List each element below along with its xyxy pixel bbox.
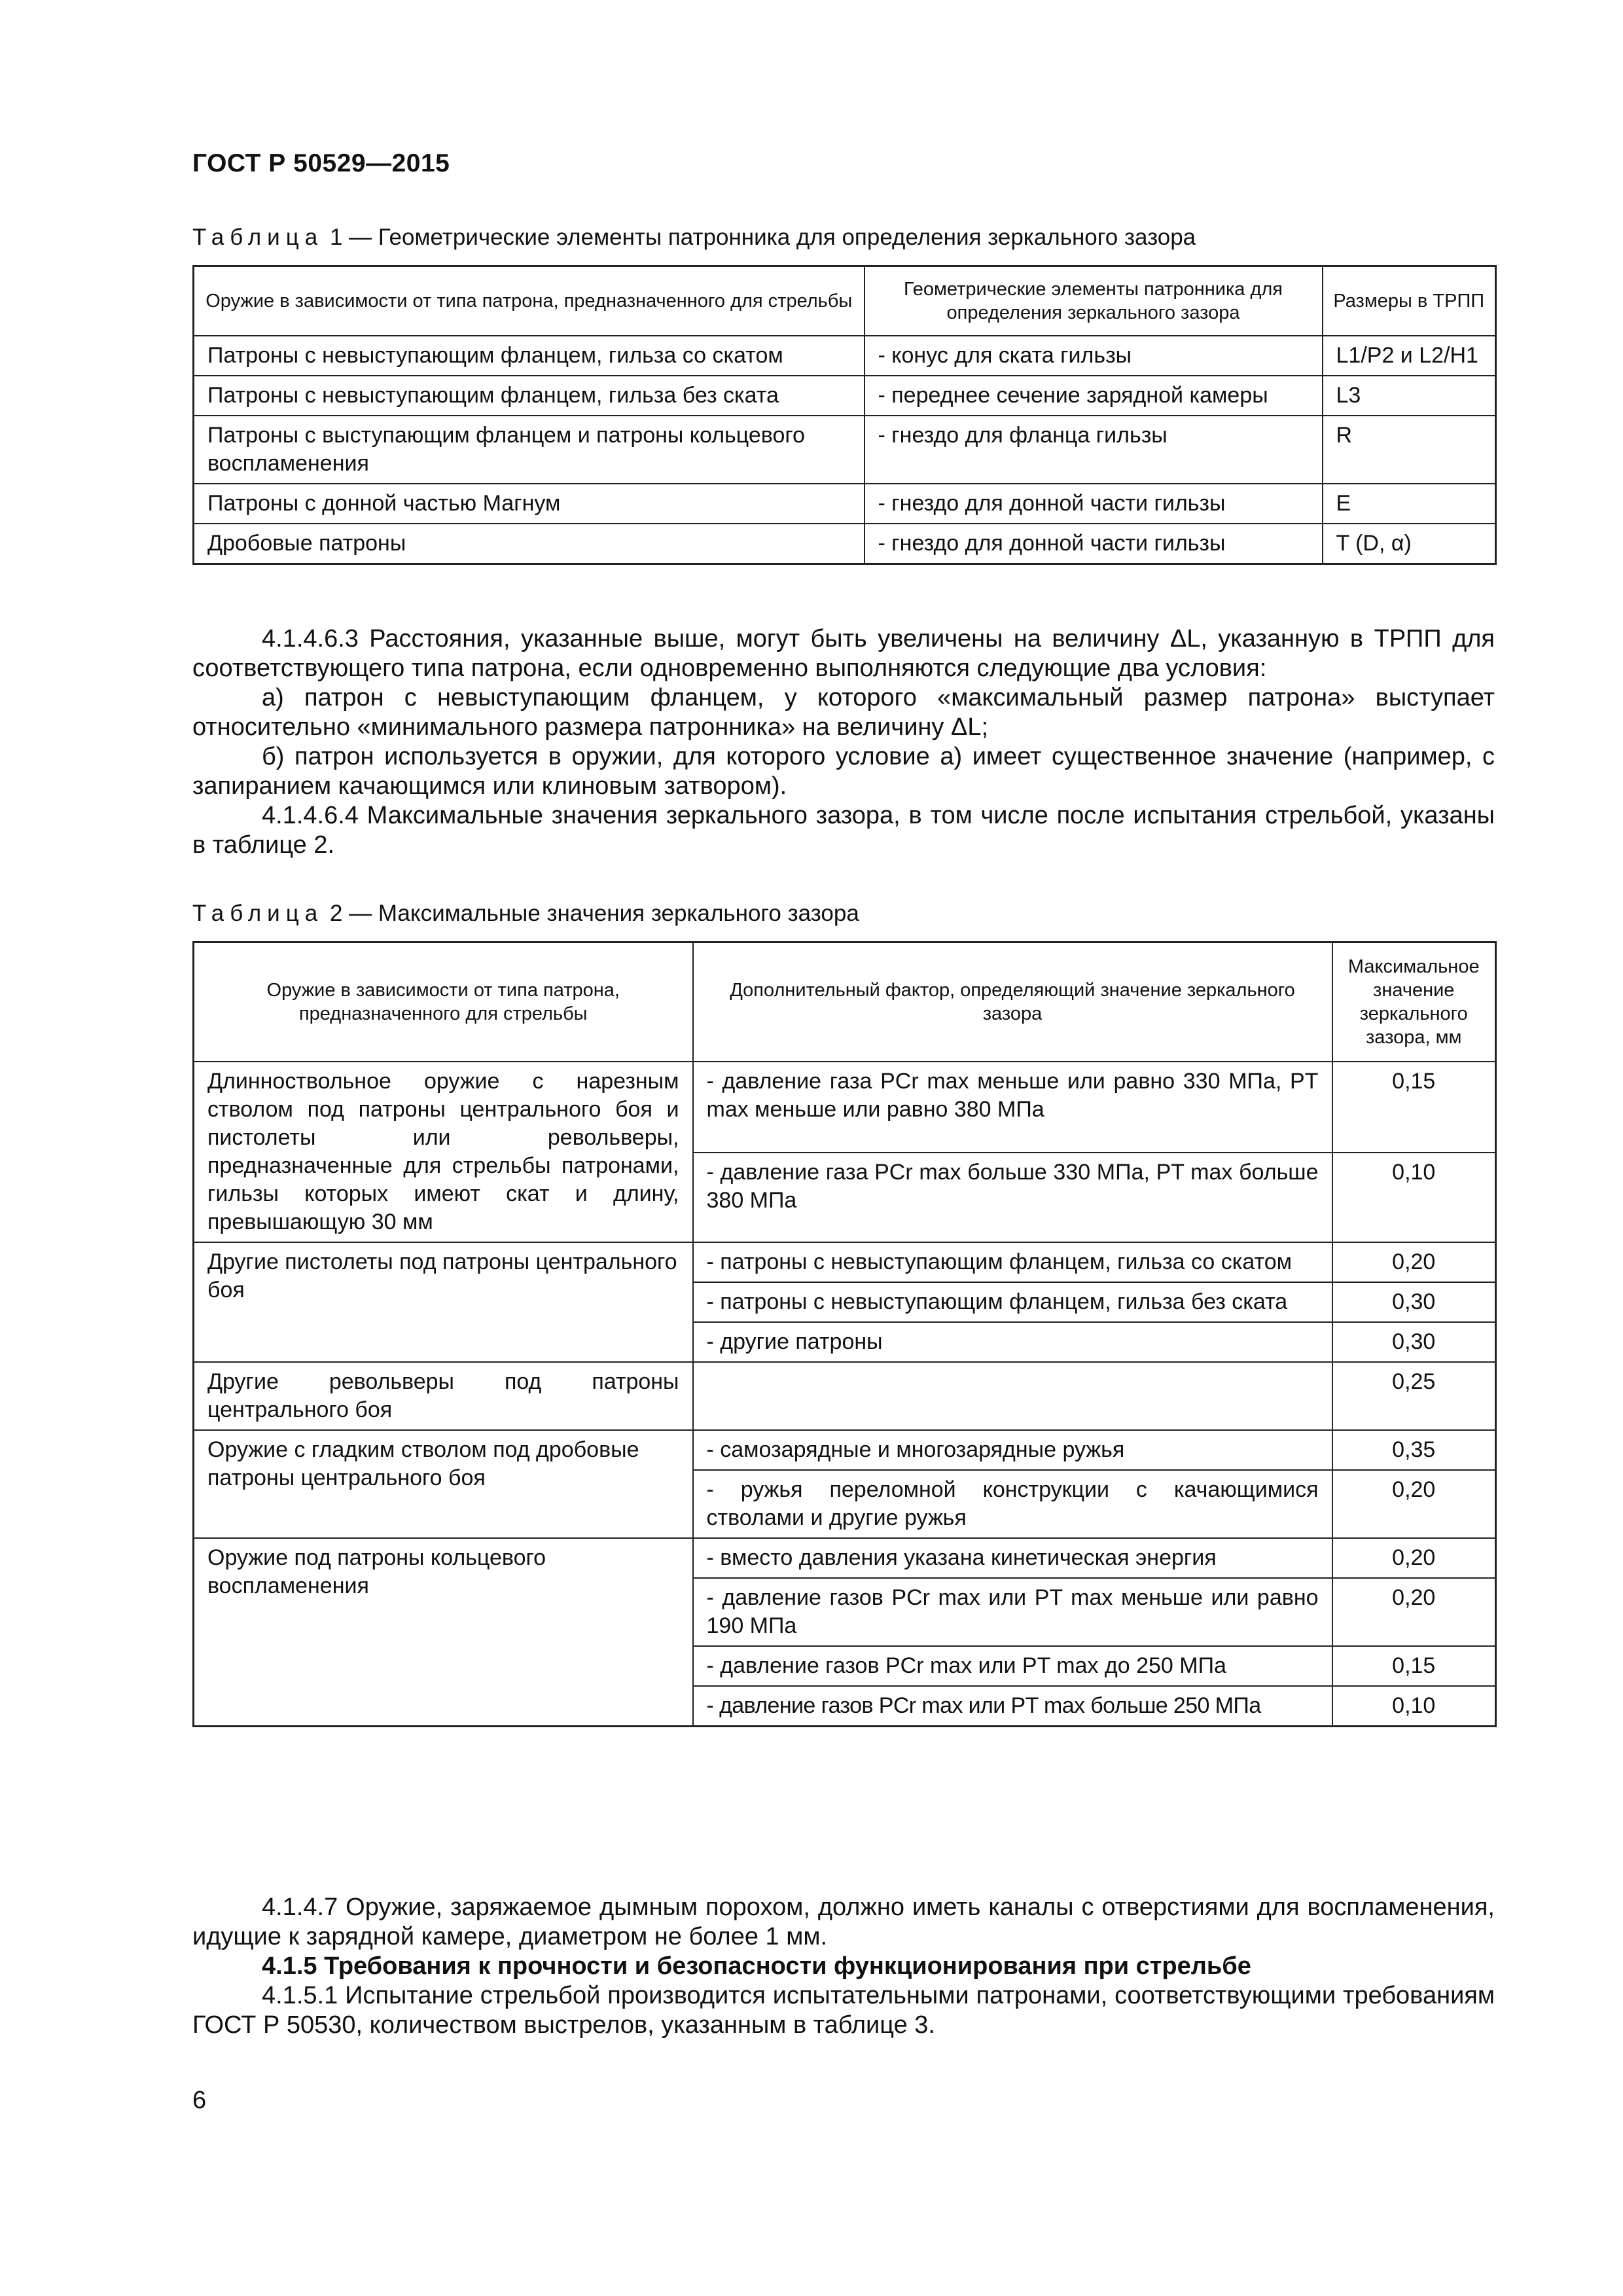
table-row [194, 376, 1496, 416]
table1-cell: E [1323, 484, 1496, 524]
paragraph: 4.1.4.6.4 Максимальные значения зеркального зазора, в том числе после испытания стрельбой, указаны в таблице 2. [192, 802, 1495, 859]
table2-caption-text: 2 — Максимальные значения зеркального зазора [329, 901, 859, 926]
page-number: 6 [192, 2087, 207, 2114]
table1-caption-word: Таблица [192, 224, 324, 250]
table2-weapon-cell: Другие револьверы под патроны центрального боя [194, 1362, 693, 1430]
table1-cell: Патроны с невыступающим фланцем, гильза без ската [194, 376, 865, 416]
table2-factor-cell: - давление газов PCr max или PT max до 250 МПа [693, 1646, 1332, 1686]
table1-cell: T (D, α) [1323, 524, 1496, 564]
body-text-block-2 [192, 1893, 1495, 2040]
table-row [194, 484, 1496, 524]
document-header: ГОСТ Р 50529—2015 [192, 149, 450, 177]
table1-header-row [194, 266, 1496, 336]
table1-cell: - переднее сечение зарядной камеры [865, 376, 1323, 416]
paragraph: 4.1.4.7 Оружие, заряжаемое дымным порохом, должно иметь каналы с отверстиями для воспламенения, идущие к зарядной камере, диаметром не более 1 мм. [192, 1893, 1495, 1950]
paragraph: а) патрон с невыступающим фланцем, у которого «максимальный размер патрона» выступает относительно «минимального размера патронника» на величину ΔL; [192, 684, 1495, 741]
table2-header-cell: Максимальное значение зеркального зазора, мм [1332, 942, 1496, 1062]
table2-value-cell: 0,10 [1332, 1153, 1496, 1242]
table1-cell: L3 [1323, 376, 1496, 416]
table2-value-cell: 0,30 [1332, 1322, 1496, 1362]
table-row [194, 336, 1496, 376]
paragraph: б) патрон используется в оружии, для которого условие а) имеет существенное значение (например, с запиранием качающимся или клиновым затвором). [192, 743, 1495, 800]
table2-factor-cell: - патроны с невыступающим фланцем, гильза без ската [693, 1282, 1332, 1322]
table-row [194, 1362, 1496, 1430]
table2-caption [192, 901, 859, 927]
table2-value-cell: 0,15 [1332, 1646, 1496, 1686]
table1-header-cell: Оружие в зависимости от типа патрона, предназначенного для стрельбы [194, 266, 865, 336]
table2-value-cell: 0,20 [1332, 1470, 1496, 1538]
table2-weapon-cell: Оружие под патроны кольцевого воспламенения [194, 1538, 693, 1727]
table-row [194, 1538, 1496, 1578]
table1-cell: - гнездо для донной части гильзы [865, 484, 1323, 524]
table-row [194, 1430, 1496, 1470]
table2-factor-cell: - самозарядные и многозарядные ружья [693, 1430, 1332, 1470]
table1-cell: R [1323, 416, 1496, 484]
table1-header-cell: Размеры в ТРПП [1323, 266, 1496, 336]
body-text-block-1 [192, 624, 1495, 860]
table2-weapon-cell: Оружие с гладким стволом под дробовые патроны центрального боя [194, 1430, 693, 1538]
table2-value-cell: 0,20 [1332, 1578, 1496, 1646]
table-row [194, 524, 1496, 564]
paragraph: 4.1.5.1 Испытание стрельбой производится испытательными патронами, соответствующими требованиям ГОСТ Р 50530, количеством выстрелов, указанным в таблице 3. [192, 1982, 1495, 2039]
table2-factor-cell: - ружья переломной конструкции с качающимися стволами и другие ружья [693, 1470, 1332, 1538]
table1-cell: L1/P2 и L2/H1 [1323, 336, 1496, 376]
table1-caption-text: 1 — Геометрические элементы патронника для определения зеркального зазора [329, 224, 1196, 250]
table2-weapon-cell: Длинноствольное оружие с нарезным стволом под патроны центрального боя и пистолеты или револьверы, предназначенные для стрельбы патронами, гильзы которых имеют скат и длину, превышающую 30 мм [194, 1062, 693, 1242]
table2-weapon-cell: Другие пистолеты под патроны центрального боя [194, 1242, 693, 1362]
table2-factor-cell: - другие патроны [693, 1322, 1332, 1362]
table2-factor-cell [693, 1362, 1332, 1430]
table1-header-cell: Геометрические элементы патронника для определения зеркального зазора [865, 266, 1323, 336]
table1-cell: - гнездо для фланца гильзы [865, 416, 1323, 484]
table2-header-row [194, 942, 1496, 1062]
table-row [194, 1062, 1496, 1153]
table2-value-cell: 0,20 [1332, 1538, 1496, 1578]
table1-cell: Патроны с донной частью Магнум [194, 484, 865, 524]
section-heading: 4.1.5 Требования к прочности и безопасности функционирования при стрельбе [262, 1952, 1251, 1980]
table1-cell: Патроны с невыступающим фланцем, гильза со скатом [194, 336, 865, 376]
table2-caption-word: Таблица [192, 901, 324, 926]
table1-cell: - конус для ската гильзы [865, 336, 1323, 376]
table2-header-cell: Оружие в зависимости от типа патрона, предназначенного для стрельбы [194, 942, 693, 1062]
table2-factor-cell: - давление газов PCr max или PT max больше 250 МПа [693, 1686, 1332, 1727]
table2-factor-cell: - давление газов PCr max или PT max меньше или равно 190 МПа [693, 1578, 1332, 1646]
table2-header-cell: Дополнительный фактор, определяющий значение зеркального зазора [693, 942, 1332, 1062]
table2-factor-cell: - давление газа PCr max больше 330 МПа, PT max больше 380 МПа [693, 1153, 1332, 1242]
table2-value-cell: 0,25 [1332, 1362, 1496, 1430]
table1-cell: Патроны с выступающим фланцем и патроны кольцевого воспламенения [194, 416, 865, 484]
table1-cell: Дробовые патроны [194, 524, 865, 564]
table1-caption [192, 224, 1196, 251]
table1-cell: - гнездо для донной части гильзы [865, 524, 1323, 564]
paragraph: 4.1.4.6.3 Расстояния, указанные выше, могут быть увеличены на величину ΔL, указанную в ТРПП для соответствующего типа патрона, если одновременно выполняются следующие два условия: [192, 625, 1495, 682]
table2-value-cell: 0,20 [1332, 1242, 1496, 1282]
table-1 [192, 265, 1497, 565]
table-row [194, 416, 1496, 484]
table2-factor-cell: - патроны с невыступающим фланцем, гильза со скатом [693, 1242, 1332, 1282]
table2-value-cell: 0,10 [1332, 1686, 1496, 1727]
table2-value-cell: 0,15 [1332, 1062, 1496, 1153]
table2-factor-cell: - давление газа PCr max меньше или равно 330 МПа, PT max меньше или равно 380 МПа [693, 1062, 1332, 1153]
table2-value-cell: 0,35 [1332, 1430, 1496, 1470]
table-row [194, 1242, 1496, 1282]
table2-value-cell: 0,30 [1332, 1282, 1496, 1322]
table-2 [192, 941, 1497, 1727]
table2-factor-cell: - вместо давления указана кинетическая энергия [693, 1538, 1332, 1578]
